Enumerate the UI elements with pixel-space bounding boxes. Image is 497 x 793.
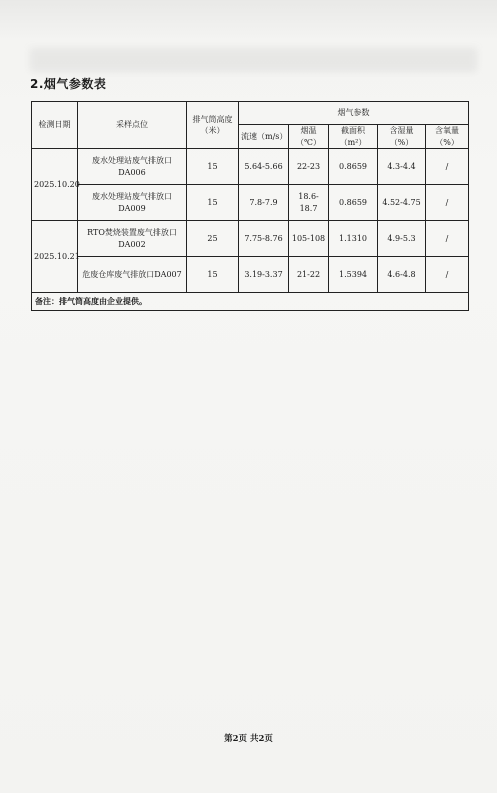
point-cell: RTO焚烧装置废气排放口DA002: [78, 221, 187, 257]
area-cell: 0.8659: [329, 185, 378, 221]
flue-gas-parameter-table: [31, 101, 469, 311]
moisture-cell: 4.6-4.8: [378, 257, 426, 293]
header-date: 检测日期: [32, 102, 78, 149]
temp-cell: 105-108: [289, 221, 329, 257]
temp-cell: 21-22: [289, 257, 329, 293]
flow-cell: 3.19-3.37: [239, 257, 289, 293]
height-cell: 15: [187, 257, 239, 293]
header-cross-section-area: 截面积（m²）: [329, 125, 378, 149]
point-cell: 危废仓库废气排放口DA007: [78, 257, 187, 293]
area-cell: 0.8659: [329, 149, 378, 185]
table-row: [32, 221, 469, 257]
point-cell: 废水处理站废气排放口DA009: [78, 185, 187, 221]
oxygen-cell: /: [426, 149, 469, 185]
header-stack-height-unit: （米）: [200, 126, 225, 136]
header-gas-temperature: 烟温（℃）: [289, 125, 329, 149]
moisture-cell: 4.3-4.4: [378, 149, 426, 185]
header-flow-velocity: 流速（m/s）: [239, 125, 289, 149]
table-row: [32, 257, 469, 293]
temp-cell: 18.6-18.7: [289, 185, 329, 221]
point-cell: 废水处理站废气排放口DA006: [78, 149, 187, 185]
moisture-cell: 4.9-5.3: [378, 221, 426, 257]
date-cell: 2025.10.21: [32, 221, 78, 293]
header-moisture: 含湿量（%）: [378, 125, 426, 149]
oxygen-cell: /: [426, 221, 469, 257]
table-row: [32, 185, 469, 221]
bleed-through-shadow: [30, 48, 477, 72]
date-cell: 2025.10.20: [32, 149, 78, 221]
table-note-row: [32, 293, 469, 311]
height-cell: 15: [187, 185, 239, 221]
section-title: 2.烟气参数表: [30, 77, 107, 91]
area-cell: 1.5394: [329, 257, 378, 293]
moisture-cell: 4.52-4.75: [378, 185, 426, 221]
header-stack-height-label: 排气筒高度: [192, 114, 233, 124]
oxygen-cell: /: [426, 257, 469, 293]
header-stack-height: [187, 102, 239, 149]
header-flue-gas-params: 烟气参数: [239, 102, 469, 125]
height-cell: 25: [187, 221, 239, 257]
oxygen-cell: /: [426, 185, 469, 221]
flow-cell: 7.8-7.9: [239, 185, 289, 221]
height-cell: 15: [187, 149, 239, 185]
table-row: [32, 149, 469, 185]
flow-cell: 7.75-8.76: [239, 221, 289, 257]
page-footer: 第2页 共2页: [224, 734, 273, 744]
header-oxygen: 含氧量（%）: [426, 125, 469, 149]
flow-cell: 5.64-5.66: [239, 149, 289, 185]
table-note: 备注：排气筒高度由企业提供。: [32, 293, 469, 311]
header-sampling-point: 采样点位: [78, 102, 187, 149]
temp-cell: 22-23: [289, 149, 329, 185]
area-cell: 1.1310: [329, 221, 378, 257]
